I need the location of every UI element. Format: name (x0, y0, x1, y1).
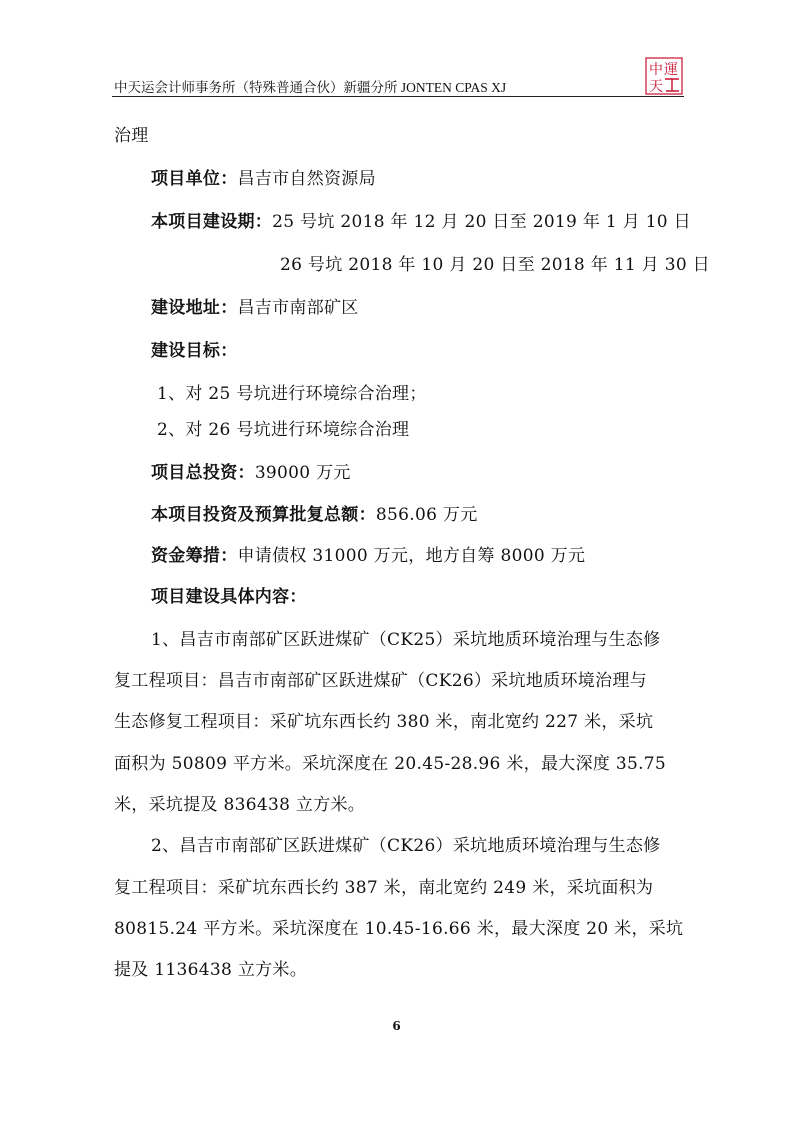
construction-period-label: 本项目建设期： (151, 212, 273, 232)
site-address-label: 建设地址： (151, 298, 238, 318)
construction-goal-1: 1、对 25 号坑进行环境综合治理； (157, 384, 427, 404)
budget-approval-line (151, 500, 478, 525)
total-investment-value: 39000 万元 (254, 463, 351, 483)
svg-text:運: 運 (664, 62, 678, 78)
total-investment-label: 项目总投资： (151, 463, 255, 483)
header-firm-name: 中天运会计师事务所（特殊普通合伙）新疆分所 JONTEN CPAS XJ (114, 80, 507, 95)
svg-text:中: 中 (649, 62, 663, 78)
paragraph-2-line-3: 80815.24 平方米。采坑深度在 10.45-16.66 米，最大深度 20 米，采坑 (114, 919, 684, 939)
project-unit-label: 项目单位： (151, 169, 238, 189)
project-unit-value: 昌吉市自然资源局 (237, 169, 376, 189)
construction-period-value-2: 26 号坑 2018 年 10 月 20 日至 2018 年 11 月 30 日 (280, 255, 710, 275)
paragraph-1-line-1: 1、昌吉市南部矿区跃进煤矿（CK25）采坑地质环境治理与生态修 (151, 630, 661, 650)
paragraph-2-line-4: 提及 1136438 立方米。 (114, 960, 308, 980)
continued-text: 治理 (114, 126, 149, 146)
funding-label: 资金筹措： (151, 546, 238, 566)
site-address-line (151, 293, 359, 318)
page-number: 6 (392, 1019, 401, 1033)
paragraph-1-line-2: 复工程项目：昌吉市南部矿区跃进煤矿（CK26）采坑地质环境治理与 (114, 671, 647, 691)
header-rule (112, 96, 684, 97)
firm-seal-logo-icon (645, 57, 683, 95)
construction-content-label: 项目建设具体内容： (151, 587, 307, 607)
budget-approval-value: 856.06 万元 (375, 505, 478, 525)
budget-approval-label: 本项目投资及预算批复总额： (151, 505, 376, 525)
funding-value: 申请债权 31000 万元，地方自筹 8000 万元 (237, 546, 586, 566)
paragraph-1-line-4: 面积为 50809 平方米。采坑深度在 20.45-28.96 米，最大深度 35.75 (114, 754, 667, 774)
funding-line (151, 541, 585, 566)
project-unit-line (151, 164, 376, 189)
paragraph-2-line-1: 2、昌吉市南部矿区跃进煤矿（CK26）采坑地质环境治理与生态修 (151, 836, 661, 856)
total-investment-line (151, 458, 351, 483)
construction-goal-label: 建设目标： (151, 341, 238, 361)
paragraph-1-line-3: 生态修复工程项目：采矿坑东西长约 380 米，南北宽约 227 米，采坑 (114, 712, 654, 732)
construction-period-line (151, 207, 691, 232)
paragraph-2-line-2: 复工程项目：采矿坑东西长约 387 米，南北宽约 249 米，采坑面积为 (114, 878, 654, 898)
site-address-value: 昌吉市南部矿区 (237, 298, 359, 318)
paragraph-1-line-5: 米，采坑提及 836438 立方米。 (114, 795, 366, 815)
construction-goal-2: 2、对 26 号坑进行环境综合治理 (157, 420, 410, 440)
construction-period-value-1: 25 号坑 2018 年 12 月 20 日至 2019 年 1 月 10 日 (272, 212, 691, 232)
svg-text:天: 天 (649, 79, 663, 95)
